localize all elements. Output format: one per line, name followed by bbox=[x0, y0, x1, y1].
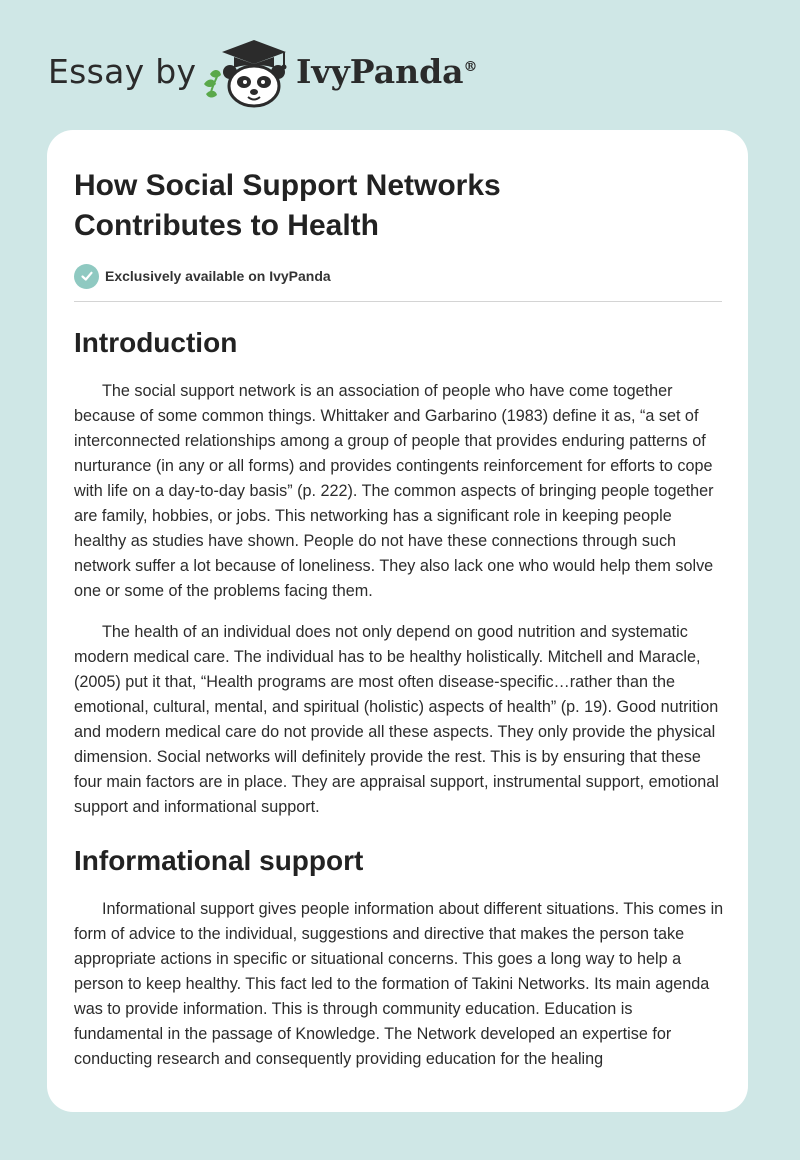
essay-title: How Social Support Networks Contributes to Health bbox=[74, 169, 501, 242]
registered-mark: ® bbox=[463, 59, 478, 75]
brand-header[interactable] bbox=[48, 38, 508, 108]
paragraph: The social support network is an association of people who have come together because of some common things. Whittaker and Garbarino (1983) define it as, “a set of interconnected relationships among a group of people that provides enduring patterns of nurturance (in any or all forms) and provides contingents reinforcement for efforts to cope with life on a day-to-day basis” (p. 222). The common aspects of bringing people together are family, hobbies, or jobs. This networking has a significant role in keeping people healthy as studies have shown. People do not have these connections through such network suffer a lot because of loneliness. They also lack one who would help them solve one or some of the problems facing them. bbox=[74, 382, 714, 600]
essay-card bbox=[47, 130, 748, 1112]
section-heading: Introduction bbox=[74, 327, 238, 358]
title-divider bbox=[74, 301, 722, 302]
section-heading: Informational support bbox=[74, 845, 364, 876]
exclusive-badge bbox=[74, 263, 724, 289]
exclusive-label: Exclusively available on IvyPanda bbox=[105, 268, 331, 284]
checkmark-icon bbox=[74, 264, 99, 289]
paragraph: The health of an individual does not only depend on good nutrition and systematic modern medical care. The individual has to be healthy holistically. Mitchell and Maracle, (2005) put it that, “Health programs are most often disease-specific…rather than the emotional, cultural, mental, and spiritual (holistic) aspects of health” (p. 19). Good nutrition and modern medical care do not provide all these aspects. They only provide the physical dimension. Social networks will definitely provide the rest. This is by ensuring that these four main factors are in place. They are appraisal support, instrumental support, emotional support and informational support. bbox=[74, 623, 719, 816]
brand-prefix: Essay by bbox=[48, 52, 197, 91]
brand-name bbox=[296, 52, 478, 91]
brand-name-text: IvyPanda bbox=[296, 52, 464, 91]
ivypanda-logo-icon bbox=[200, 38, 292, 108]
paragraph: Informational support gives people information about different situations. This comes in form of advice to the individual, suggestions and directive that makes the person take appropriate actions in specific or situational concerns. This goes a long way to help a person to keep healthy. This fact led to the formation of Takini Networks. Its main agenda was to provide information. This is through community education. Education is fundamental in the passage of Knowledge. The Network developed an expertise for conducting research and consequently providing education for the healing bbox=[74, 900, 724, 1068]
essay-content bbox=[74, 166, 724, 1072]
